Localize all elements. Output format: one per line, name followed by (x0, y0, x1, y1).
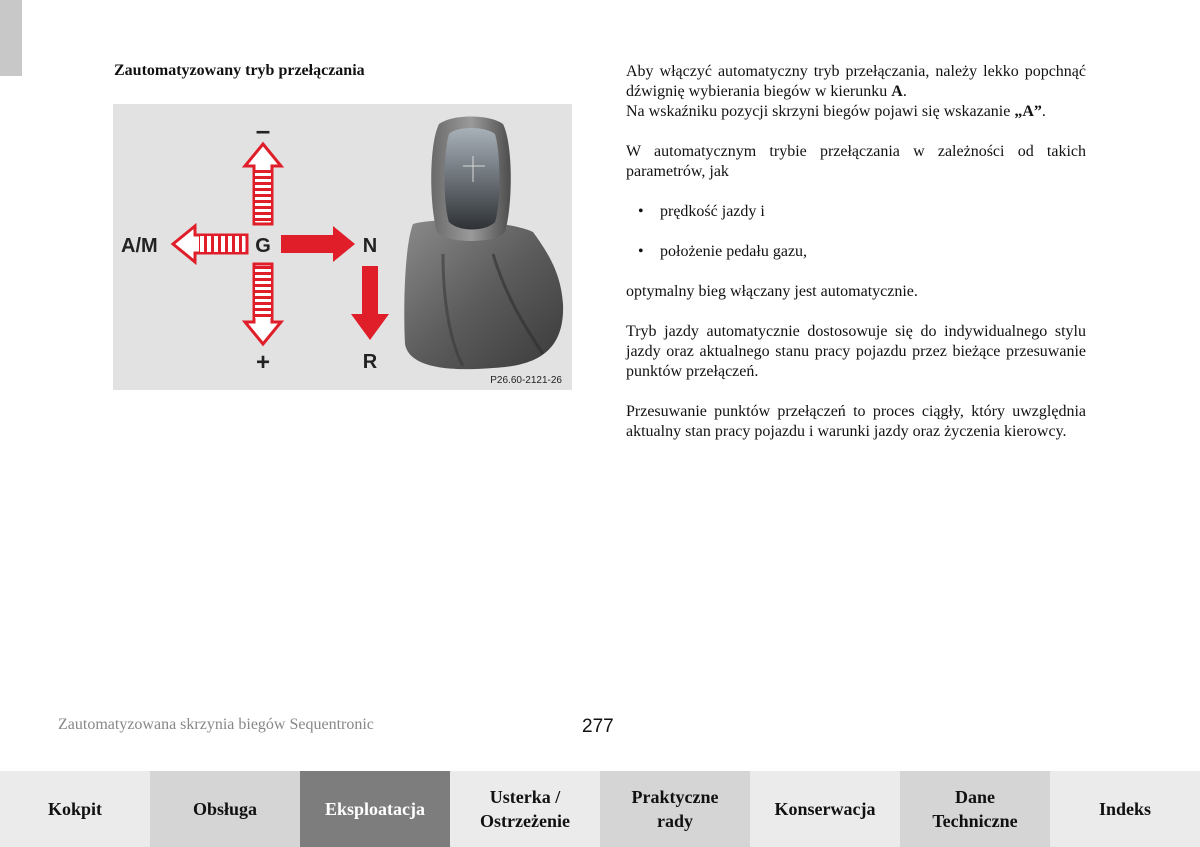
nav-tab-indeks[interactable] (1050, 771, 1200, 847)
nav-tab-label: Usterka / Ostrzeżenie (480, 787, 570, 831)
p1-period-2: . (1041, 103, 1046, 120)
nav-tab-label: Praktyczne rady (631, 787, 719, 831)
paragraph-1 (626, 62, 1086, 122)
page-number: 277 (582, 716, 614, 737)
figure-code: P26.60-2121-26 (490, 375, 562, 386)
g-label: G (255, 235, 271, 257)
main-text (626, 62, 1086, 462)
plus-label: + (255, 349, 271, 376)
bullet-icon: • (638, 243, 644, 260)
arrow-down-r-icon (351, 266, 389, 340)
paragraph-2: W automatycznym trybie przełączania w zależności od takich parametrów, jak (626, 143, 1086, 180)
list-item-text: położenie pedału gazu, (660, 243, 808, 260)
nav-tab-dane-techniczne[interactable] (900, 771, 1050, 847)
p1-bold-a: A (891, 83, 903, 100)
nav-tab-konserwacja[interactable] (750, 771, 900, 847)
nav-tab-praktyczne-rady[interactable] (600, 771, 750, 847)
nav-tab-label: Konserwacja (774, 799, 876, 819)
chapter-title: Zautomatyzowana skrzynia biegów Sequentronic (58, 716, 374, 733)
nav-tab-label: Eksploatacja (324, 799, 425, 819)
nav-tab-label: Obsługa (192, 799, 258, 819)
bullet-icon: • (638, 203, 644, 220)
gear-shift-diagram (113, 104, 572, 390)
am-label: A/M (121, 235, 158, 257)
paragraph-5: Przesuwanie punktów przełączeń to proces ciągły, który uwzględnia aktualny stan pracy pojazdu i warunki jazdy oraz życzenia kierowcy. (626, 403, 1086, 440)
r-label: R (362, 351, 378, 373)
nav-tab-usterka[interactable] (450, 771, 600, 847)
corner-tab (0, 0, 22, 76)
gear-lever-image (404, 117, 563, 370)
gear-shift-figure (113, 104, 572, 390)
p1-bold-a-quoted: „A” (1014, 103, 1042, 120)
nav-tab-label: Dane Techniczne (932, 787, 1018, 831)
minus-label: – (255, 115, 271, 145)
arrow-left-icon (173, 226, 247, 262)
p1-text: Aby włączyć automatyczny tryb przełączania, należy lekko popchnąć dźwignię wybierania biegów w kierunku (626, 63, 1086, 100)
nav-tab-label: Indeks (1098, 799, 1152, 819)
p1-text-2: Na wskaźniku pozycji skrzyni biegów pojawi się wskazanie (626, 103, 1015, 120)
nav-tab-kokpit[interactable] (0, 771, 150, 847)
list-item (626, 202, 1086, 222)
paragraph-3: optymalny bieg włączany jest automatycznie. (626, 283, 918, 300)
parameter-list (626, 202, 1086, 262)
arrow-right-icon (281, 226, 355, 262)
chapter-nav (0, 771, 1200, 847)
arrow-down-icon (245, 264, 281, 344)
n-label: N (362, 235, 378, 257)
p1-period: . (902, 83, 907, 100)
list-item (626, 242, 1086, 262)
nav-tab-eksploatacja[interactable] (300, 771, 450, 847)
list-item-text: prędkość jazdy i (660, 203, 765, 220)
nav-tab-obsluga[interactable] (150, 771, 300, 847)
paragraph-4: Tryb jazdy automatycznie dostosowuje się do indywidualnego stylu jazdy oraz aktualnego stanu pracy pojazdu przez bieżące przesuwanie punktów przełączeń. (626, 323, 1086, 380)
arrow-up-icon (245, 144, 281, 224)
section-heading: Zautomatyzowany tryb przełączania (114, 62, 365, 79)
nav-tab-label: Kokpit (47, 799, 103, 819)
